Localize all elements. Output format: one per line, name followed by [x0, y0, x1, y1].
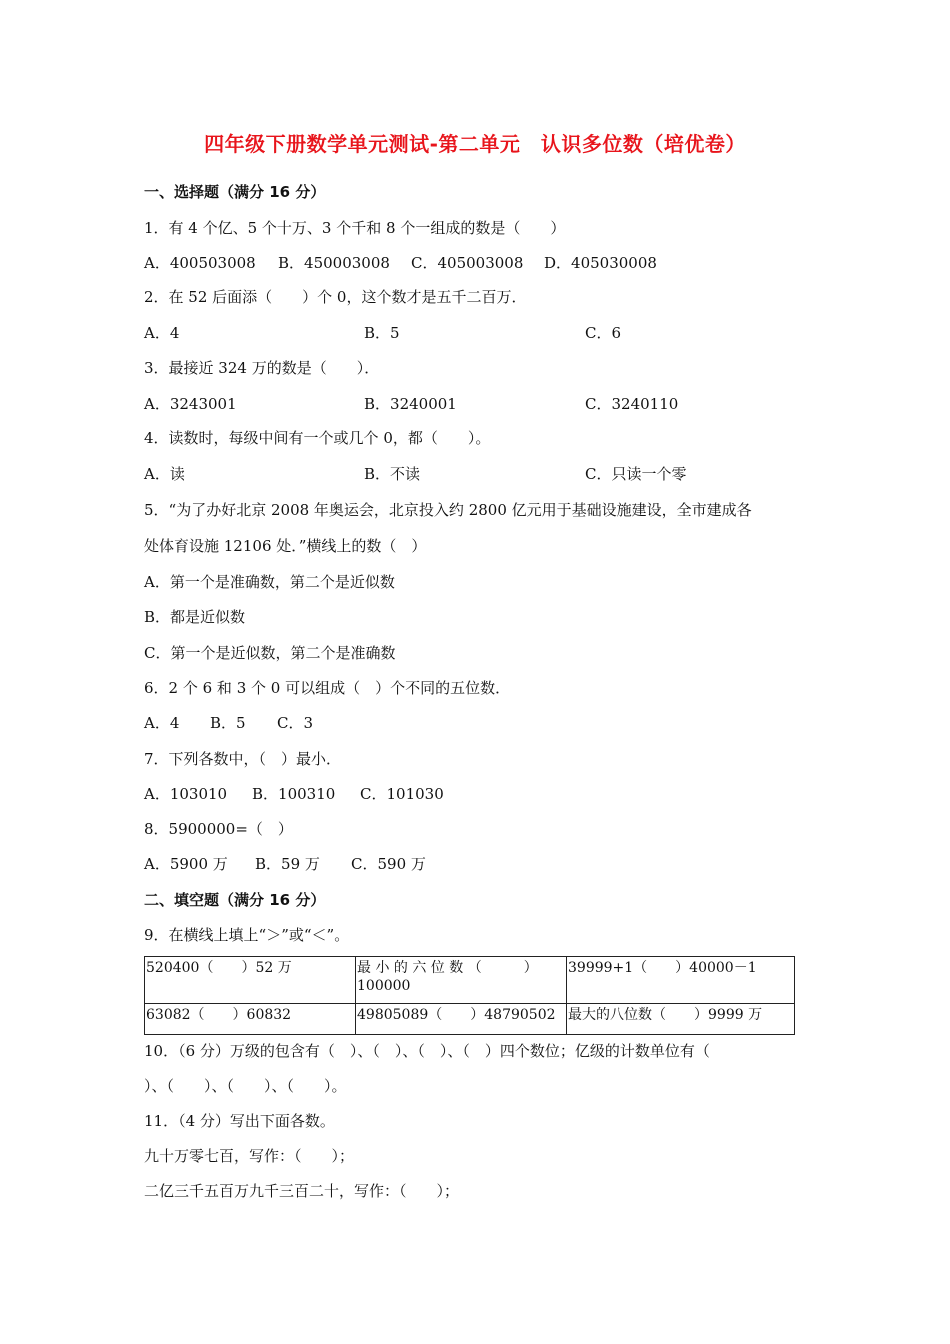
comparison-table	[144, 956, 795, 1035]
question-9-stem: 9．在横线上填上“＞”或“＜”。	[144, 926, 350, 944]
question-8-stem: 8．5900000=（ ）	[144, 820, 293, 838]
table-cell: 39999+1（ ）40000－1	[567, 957, 795, 1004]
question-6-option-a: A．4	[144, 714, 180, 732]
table-cell: 49805089（ ）48790502	[356, 1004, 567, 1035]
question-6-option-b: B．5	[210, 714, 246, 732]
table-row	[145, 1004, 795, 1035]
question-7-stem: 7．下列各数中，（ ）最小．	[144, 750, 342, 768]
question-5-option-a: A．第一个是准确数，第二个是近似数	[144, 573, 395, 591]
question-1-option-a: A．400503008	[144, 254, 256, 272]
question-3-option-a: A．3243001	[144, 395, 237, 413]
question-8-option-c: C．590 万	[351, 855, 426, 873]
question-3-option-c: C．3240110	[585, 395, 679, 413]
table-cell: 63082（ ）60832	[145, 1004, 356, 1035]
question-6-option-c: C．3	[277, 714, 314, 732]
question-3-option-b: B．3240001	[364, 395, 457, 413]
question-5-option-b: B．都是近似数	[144, 608, 246, 626]
question-6-stem: 6．2 个 6 和 3 个 0 可以组成（ ）个不同的五位数．	[144, 679, 511, 697]
table-row	[145, 957, 795, 1004]
question-11-item-1: 九十万零七百，写作：（ ）；	[144, 1147, 355, 1165]
question-8-option-b: B．59 万	[255, 855, 320, 873]
question-2-stem: 2．在 52 后面添（ ）个 0，这个数才是五千二百万．	[144, 288, 527, 306]
table-cell: 最 小 的 六 位 数 （ ） 100000	[356, 957, 567, 1004]
table-cell: 最大的八位数（ ）9999 万	[567, 1004, 795, 1035]
question-7-option-a: A．103010	[144, 785, 228, 803]
question-7-option-b: B．100310	[252, 785, 336, 803]
question-4-option-a: A．读	[144, 465, 185, 483]
question-10-line-2: ）、（ ）、（ ）、（ ）。	[144, 1077, 347, 1095]
page-title: 四年级下册数学单元测试-第二单元 认识多位数（培优卷）	[204, 132, 746, 156]
question-2-option-a: A．4	[144, 324, 180, 342]
question-3-stem: 3．最接近 324 万的数是（ ）．	[144, 359, 380, 377]
question-4-stem: 4．读数时，每级中间有一个或几个 0，都（ ）。	[144, 429, 491, 447]
question-5-stem-line-2: 处体育设施 12106 处．”横线上的数（ ）	[144, 537, 427, 555]
section-heading-fill-in: 二、填空题（满分 16 分）	[144, 891, 326, 909]
question-10-line-1: 10．（6 分）万级的包含有（ ）、（ ）、（ ）、（ ）四个数位；亿级的计数单位有（	[144, 1042, 710, 1060]
question-1-option-c: C．405003008	[411, 254, 524, 272]
question-4-option-b: B．不读	[364, 465, 421, 483]
question-11-stem: 11．（4 分）写出下面各数。	[144, 1112, 335, 1130]
question-2-option-c: C．6	[585, 324, 622, 342]
question-5-option-c: C．第一个是近似数，第二个是准确数	[144, 644, 396, 662]
section-heading-choice: 一、选择题（满分 16 分）	[144, 183, 326, 201]
question-2-option-b: B．5	[364, 324, 400, 342]
question-4-option-c: C．只读一个零	[585, 465, 687, 483]
question-1-option-d: D．405030008	[544, 254, 657, 272]
question-7-option-c: C．101030	[360, 785, 444, 803]
question-5-stem-line-1: 5．“为了办好北京 2008 年奥运会，北京投入约 2800 亿元用于基础设施建设，全市建成各	[144, 501, 752, 519]
question-1-option-b: B．450003008	[278, 254, 390, 272]
question-1-stem: 1．有 4 个亿、5 个十万、3 个千和 8 个一组成的数是（ ）	[144, 219, 566, 237]
question-11-item-2: 二亿三千五百万九千三百二十，写作：（ ）；	[144, 1182, 460, 1200]
table-cell: 520400（ ）52 万	[145, 957, 356, 1004]
question-8-option-a: A．5900 万	[144, 855, 228, 873]
